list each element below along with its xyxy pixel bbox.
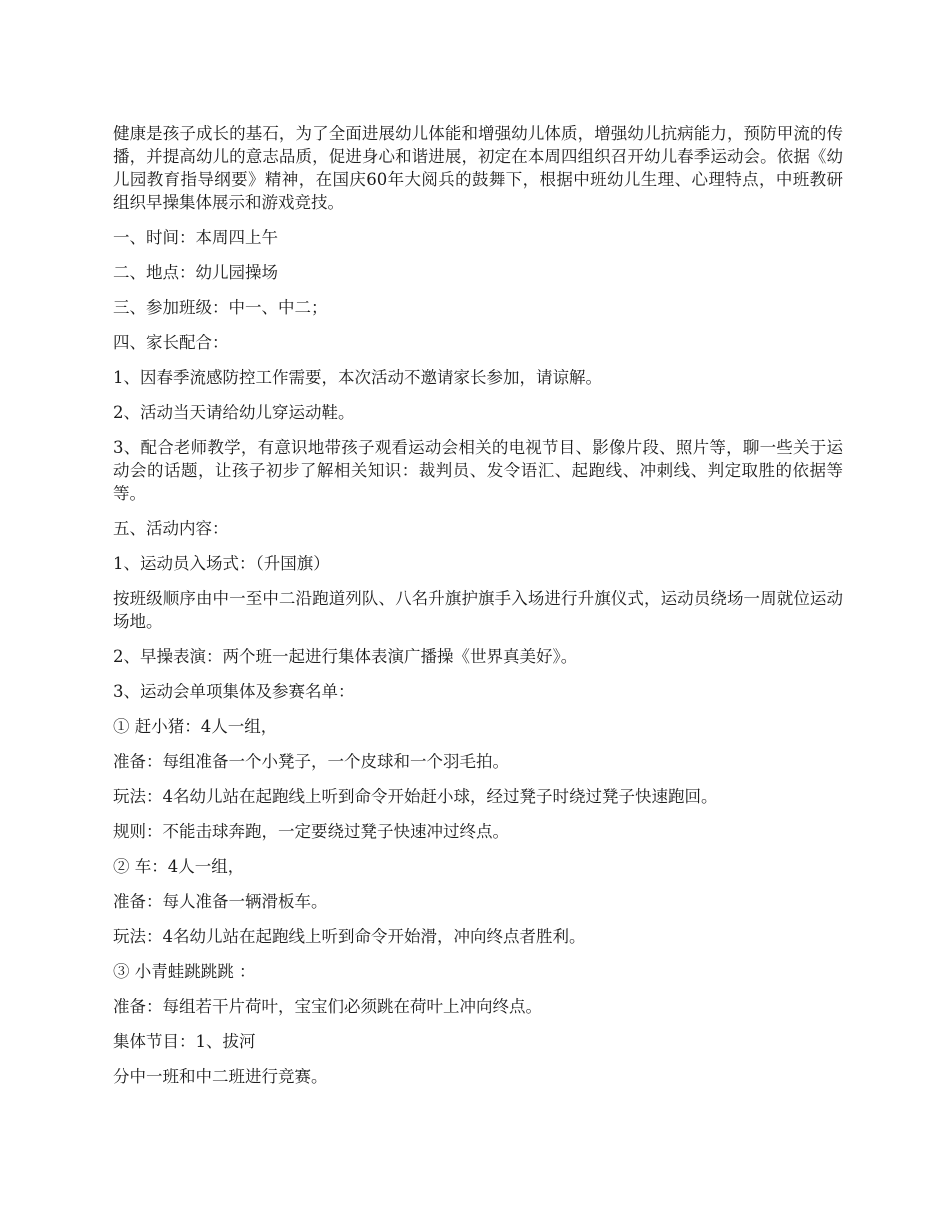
group-program-text: 分中一班和中二班进行竞赛。 xyxy=(113,1067,328,1086)
section-parents-heading: 四、家长配合： xyxy=(113,333,229,352)
section-classes: 三、参加班级：中一、中二； xyxy=(113,298,328,317)
event-1-play: 玩法：4名幼儿站在起跑线上听到命令开始赶小球，经过凳子时绕过凳子快速跑回。 xyxy=(113,787,718,806)
group-program: 集体节目：1、拔河 xyxy=(113,1032,256,1051)
section-time: 一、时间：本周四上午 xyxy=(113,228,278,247)
activity-events-heading: 3、运动会单项集体及参赛名单： xyxy=(113,682,355,701)
document-body xyxy=(113,122,843,1100)
event-2-title: ② 车：4人一组， xyxy=(113,857,245,876)
section-activities-heading: 五、活动内容： xyxy=(113,519,229,538)
event-2-play: 玩法：4名幼儿站在起跑线上听到命令开始滑，冲向终点者胜利。 xyxy=(113,927,586,946)
event-1-rules: 规则：不能击球奔跑，一定要绕过凳子快速冲过终点。 xyxy=(113,822,509,841)
event-3-prep: 准备：每组若干片荷叶，宝宝们必须跳在荷叶上冲向终点。 xyxy=(113,997,542,1016)
intro-paragraph: 健康是孩子成长的基石，为了全面进展幼儿体能和增强幼儿体质，增强幼儿抗病能力，预防甲流的传播，并提高幼儿的意志品质，促进身心和谐进展，初定在本周四组织召开幼儿春季运动会。依据《幼儿园教育指导纲要》精神，在国庆60年大阅兵的鼓舞下，根据中班幼儿生理、心理特点，中班教研组织早操集体展示和游戏竞技。 xyxy=(113,124,843,212)
section-location: 二、地点：幼儿园操场 xyxy=(113,263,278,282)
parents-item-2: 2、活动当天请给幼儿穿运动鞋。 xyxy=(113,403,355,422)
event-2-prep: 准备：每人准备一辆滑板车。 xyxy=(113,892,328,911)
parents-item-3: 3、配合老师教学，有意识地带孩子观看运动会相关的电视节目、影像片段、照片等，聊一些关于运动会的话题，让孩子初步了解相关知识：裁判员、发令语汇、起跑线、冲刺线、判定取胜的依据等等。 xyxy=(113,438,843,503)
activity-opening-text: 按班级顺序由中一至中二沿跑道列队、八名升旗护旗手入场进行升旗仪式，运动员绕场一周就位运动场地。 xyxy=(113,589,843,631)
activity-exercise: 2、早操表演：两个班一起进行集体表演广播操《世界真美好》。 xyxy=(113,647,578,666)
activity-opening-heading: 1、运动员入场式：（升国旗） xyxy=(113,554,330,573)
event-3-title: ③ 小青蛙跳跳跳 ： xyxy=(113,962,256,981)
event-1-prep: 准备：每组准备一个小凳子，一个皮球和一个羽毛拍。 xyxy=(113,752,509,771)
parents-item-1: 1、因春季流感防控工作需要，本次活动不邀请家长参加，请谅解。 xyxy=(113,368,602,387)
event-1-title: ① 赶小猪：4人一组， xyxy=(113,717,278,736)
